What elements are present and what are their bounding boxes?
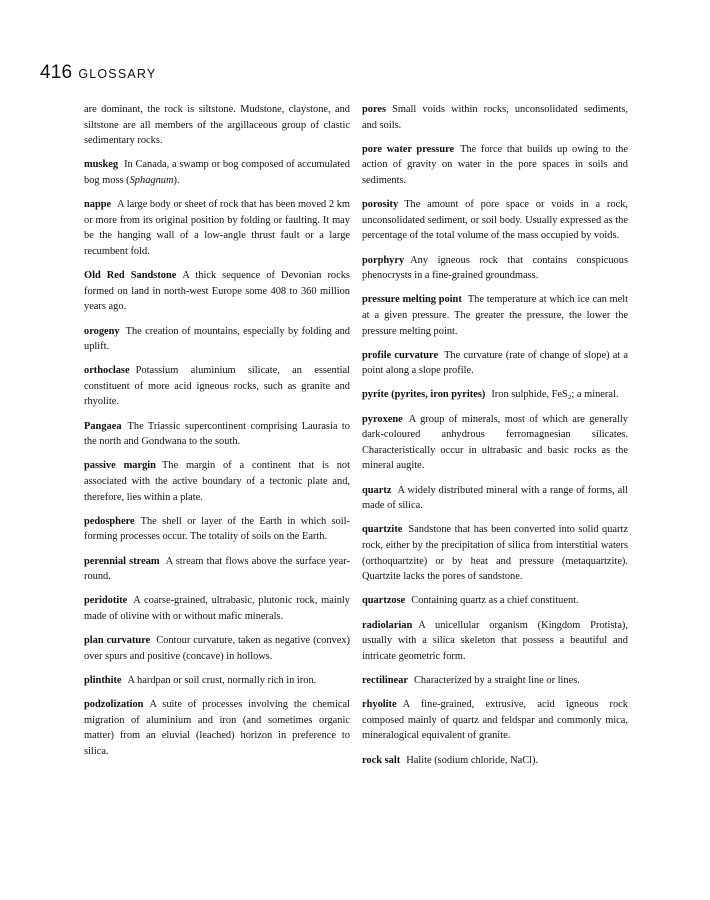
definition-text: A suite of processes involving the chemical migration of aluminium and iron (and sometimes organic matter) from an eluvial (leached) horizon in preference to silica. — [84, 699, 350, 757]
glossary-entry — [84, 697, 350, 759]
glossary-entry — [362, 593, 628, 609]
definition-text: In Canada, a swamp or bog composed of accumulated bog moss ( — [84, 159, 350, 186]
glossary-term: plan curvature — [84, 635, 151, 647]
glossary-entry — [362, 292, 628, 339]
glossary-term: passive margin — [84, 460, 156, 472]
left-column — [84, 102, 350, 768]
definition-italic-text: Sphagnum — [129, 174, 174, 186]
definition-text: A thick sequence of Devonian rocks formed on land in north-west Europe some 408 to 360 million years ago. — [84, 270, 350, 313]
definition-text: The shell or layer of the Earth in which soil-forming processes occur. The totality of soils on the Earth. — [84, 515, 350, 543]
glossary-entry — [84, 324, 350, 355]
definition-text: A fine-grained, extrusive, acid igneous rock composed mainly of quartz and feldspar and commonly mica, mineralogical equivalent of granite. — [362, 699, 628, 742]
glossary-term: pyrite (pyrites, iron pyrites) — [362, 389, 486, 401]
glossary-term: nappe — [84, 199, 112, 211]
right-column — [362, 102, 628, 777]
glossary-term: podzolization — [84, 699, 144, 711]
definition-text: The curvature (rate of change of slope) at a point along a slope profile. — [362, 349, 628, 377]
glossary-term: rhyolite — [362, 699, 397, 711]
definition-text: A widely distributed mineral with a range of forms, all made of silica. — [362, 484, 628, 512]
page-number: 416 — [40, 62, 73, 83]
glossary-definition — [362, 199, 628, 241]
page-header — [40, 62, 156, 84]
glossary-term: orogeny — [84, 325, 120, 337]
glossary-definition — [128, 675, 317, 686]
glossary-term: pedosphere — [84, 515, 135, 527]
definition-text: A unicellular organism (Kingdom Protista), usually with a silica skeleton that possess a beautiful and intricate geometric form. — [362, 619, 628, 662]
glossary-definition — [414, 675, 580, 686]
definition-text: A group of minerals, most of which are generally dark-coloured anhydrous ferromagnesian silicates. Characteristically occur in ultrabasic and basic rocks as the mineral augite. — [362, 413, 628, 472]
glossary-term: pyroxene — [362, 413, 403, 425]
glossary-term: porosity — [362, 199, 399, 211]
glossary-entry — [362, 142, 628, 189]
definition-text: Containing quartz as a chief constituent. — [411, 595, 579, 607]
glossary-definition — [84, 199, 350, 257]
glossary-entry — [362, 483, 628, 514]
glossary-term: peridotite — [84, 595, 128, 607]
glossary-definition — [84, 421, 350, 448]
glossary-entry — [84, 363, 350, 410]
definition-text: Small voids within rocks, unconsolidated sediments, and soils. — [362, 104, 628, 131]
definition-text: The Triassic supercontinent comprising Laurasia to the north and Gondwana to the south. — [84, 420, 350, 448]
glossary-entry — [362, 197, 628, 244]
glossary-term: quartzose — [362, 595, 406, 607]
glossary-entry — [362, 348, 628, 379]
definition-text: Iron sulphide, FeS₂; a mineral. — [491, 389, 619, 401]
glossary-definition — [84, 326, 350, 353]
glossary-entry — [84, 268, 350, 315]
glossary-entry — [362, 102, 628, 133]
glossary-entry — [84, 157, 350, 188]
definition-text: The amount of pore space or voids in a rock, unconsolidated sediment, or soil body. Usually expressed as the percentage of the total volume of the mass occupied by voids. — [362, 199, 628, 242]
glossary-entry — [84, 673, 350, 689]
glossary-entry — [362, 673, 628, 689]
definition-text: Contour curvature, taken as negative (convex) over spurs and positive (concave) in hollows. — [84, 635, 350, 662]
definition-text: A hardpan or soil crust, normally rich in iron. — [127, 674, 317, 686]
definition-text: are dominant, the rock is siltstone. Mudstone, claystone, and siltstone are all members of the argillaceous group of clastic sedimentary rocks. — [84, 104, 350, 147]
running-title: GLOSSARY — [78, 67, 157, 81]
glossary-entry — [362, 697, 628, 744]
glossary-definition — [362, 104, 628, 131]
glossary-term: rectilinear — [362, 674, 408, 686]
definition-text: A coarse-grained, ultrabasic, plutonic rock, mainly made of olivine with or without mafic minerals. — [84, 595, 350, 622]
glossary-entry — [84, 102, 350, 149]
glossary-entry — [84, 593, 350, 624]
glossary-entry — [84, 458, 350, 505]
glossary-definition — [411, 595, 578, 606]
glossary-definition — [491, 389, 618, 400]
glossary-entry — [84, 514, 350, 545]
definition-text: Halite (sodium chloride, NaCl). — [406, 754, 539, 766]
glossary-term: orthoclase — [84, 365, 130, 377]
glossary-term: Old Red Sandstone — [84, 270, 177, 282]
glossary-entry — [362, 618, 628, 665]
definition-text: A large body or sheet of rock that has been moved 2 km or more from its original position by folding or faulting. It may be the hanging wall of a low-angle thrust fault or a large recumbent fold. — [84, 199, 350, 257]
glossary-entry — [84, 197, 350, 259]
glossary-definition — [84, 104, 350, 146]
glossary-entry — [84, 419, 350, 450]
glossary-term: pores — [362, 104, 387, 115]
glossary-term: quartzite — [362, 524, 403, 536]
definition-text: The creation of mountains, especially by folding and uplift. — [84, 325, 350, 353]
glossary-definition — [84, 159, 350, 186]
glossary-entry — [362, 253, 628, 284]
glossary-definition — [362, 485, 628, 512]
glossary-definition — [362, 699, 628, 741]
definition-text-end: ). — [173, 174, 180, 186]
glossary-term: perennial stream — [84, 555, 160, 567]
glossary-term: quartz — [362, 484, 392, 496]
definition-text: Characterized by a straight line or lines. — [413, 674, 580, 686]
glossary-term: porphyry — [362, 254, 405, 266]
glossary-entry — [362, 387, 628, 403]
definition-text: The temperature at which ice can melt at a given pressure. The greater the pressure, the lower the pressure melting point. — [362, 294, 628, 337]
glossary-entry — [362, 412, 628, 474]
definition-text: A stream that flows above the surface year-round. — [84, 555, 350, 583]
glossary-entry — [84, 554, 350, 585]
definition-text: Any igneous rock that contains conspicuous phenocrysts in a fine-grained groundmass. — [362, 254, 628, 282]
definition-text: The force that builds up owing to the action of gravity on water in the pore spaces in soils and sediments. — [362, 143, 628, 186]
definition-text: Sandstone that has been converted into solid quartz rock, either by the precipitation of silica from interstitial waters (orthoquartzite) or by heat and pressure (metaquartzite). Quartzite lacks the pores of sandstone. — [362, 524, 628, 583]
glossary-term: Pangaea — [84, 420, 122, 432]
glossary-term: radiolarian — [362, 619, 413, 631]
glossary-term: plinthite — [84, 674, 122, 686]
glossary-term: muskeg — [84, 159, 119, 171]
glossary-entry — [362, 753, 628, 769]
glossary-term: pressure melting point — [362, 294, 462, 306]
glossary-term: profile curvature — [362, 349, 439, 361]
glossary-term: pore water pressure — [362, 143, 455, 155]
definition-text: Potassium aluminium silicate, an essential constituent of more acid igneous rocks, such as granite and rhyolite. — [84, 365, 350, 408]
glossary-entry — [84, 633, 350, 664]
glossary-entry — [362, 522, 628, 584]
glossary-term: rock salt — [362, 754, 401, 766]
glossary-definition — [406, 755, 538, 766]
definition-text: The margin of a continent that is not associated with the active boundary of a tectonic plate and, therefore, lies within a plate. — [84, 460, 350, 503]
